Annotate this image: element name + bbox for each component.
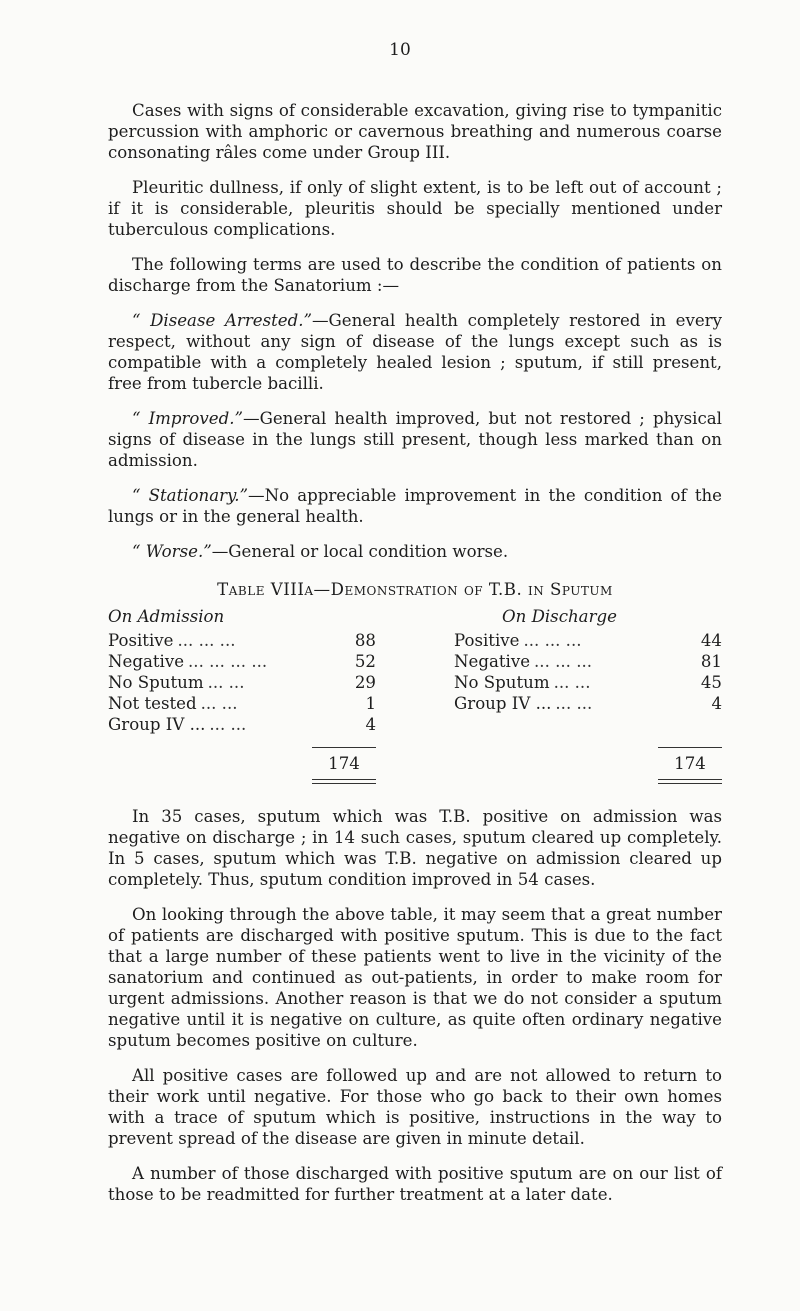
leader-dots: ... ... [553,673,591,692]
total-rule [312,747,376,748]
document-body [108,100,722,1219]
discharge-total [454,754,722,773]
definition-term: “ Improved.” [132,409,243,428]
definition-text: —No appreciable improvement in the condition of the lungs or in the general health. [108,486,723,526]
total-value: 174 [328,754,360,773]
paragraph: The following terms are used to describe the condition of patients on discharge from the Sanatorium :— [108,255,722,295]
paragraph: Cases with signs of considerable excavation, giving rise to tympanitic percussion with amphoric or cavernous breathing and numerous coarse consonating râles come under Group III. [108,101,722,162]
leader-dots: ... ... [207,673,245,692]
table-row [108,693,376,714]
row-value: 52 [354,652,376,671]
leader-dots: ... ... [555,694,593,713]
row-label: Not tested [108,694,197,713]
admission-column [108,607,376,784]
row-value: 45 [700,673,722,692]
discharge-column [454,607,722,784]
paragraph: All positive cases are followed up and are not allowed to return to their work until negative. For those who go back to their own homes with a trace of sputum which is positive, instructions in the way to prevent spread of the disease are given in minute detail. [108,1066,722,1148]
row-value: 81 [700,652,722,671]
discharge-heading: On Discharge [502,607,617,626]
leader-dots: ... ... ... ... [188,652,268,671]
paragraph: Pleuritic dullness, if only of slight extent, is to be left out of account ; if it is considerable, pleuritis should be specially mentioned under tuberculous complications. [108,178,722,239]
leader-dots: ... ... [200,694,238,713]
table-row [108,672,376,693]
definition-term: “ Disease Arrested.” [132,311,312,330]
definition-improved [108,408,722,471]
row-label: Positive [454,631,520,650]
row-label: Group IV ... [108,715,206,734]
row-label: No Sputum [108,673,204,692]
admission-heading: On Admission [108,607,225,626]
row-label: No Sputum [454,673,550,692]
definition-term: “ Stationary.” [132,486,248,505]
double-rule [658,779,722,784]
paragraph: In 35 cases, sputum which was T.B. positive on admission was negative on discharge ; in 14 such cases, sputum cleared up completely. In 5 cases, sputum which was T.B. negative on admission cleared up completely. Thus, sputum condition improved in 54 cases. [108,807,722,889]
row-value: 1 [365,694,376,713]
definition-disease-arrested [108,310,722,394]
table-row [108,651,376,672]
definition-stationary [108,485,722,527]
row-label: Group IV ... [454,694,552,713]
row-label: Negative [108,652,185,671]
row-label: Negative [454,652,531,671]
total-rule [658,747,722,748]
definition-text: —General health completely restored in every respect, without any sign of disease of the lungs except such as is compatible with a completely healed lesion ; sputum, if still present, free from tubercle bacilli. [108,311,722,393]
leader-dots: ... ... ... [534,652,593,671]
leader-dots: ... ... ... [523,631,582,650]
row-value: 44 [700,631,722,650]
table-row [454,672,722,693]
table-row [454,630,722,651]
table-row [108,630,376,651]
page-number: 10 [389,40,411,60]
definition-term: “ Worse.” [132,542,212,561]
paragraph: A number of those discharged with positive sputum are on our list of those to be readmitted for further treatment at a later date. [108,1164,722,1204]
leader-dots: ... ... ... [177,631,236,650]
leader-dots: ... ... [209,715,247,734]
table-row [454,693,722,714]
admission-total [108,754,376,773]
table-title: Table VIIIa—Demonstration of T.B. in Sputum [217,580,613,599]
definition-text: —General health improved, but not restored ; physical signs of disease in the lungs still present, though less marked than on admission. [108,409,722,470]
row-value: 29 [354,673,376,692]
paragraph: On looking through the above table, it may seem that a great number of patients are discharged with positive sputum. This is due to the fact that a large number of these patients went to live in the vicinity of the sanatorium and continued as out-patients, in order to make room for urgent admissions. Another reason is that we do not consider a sputum negative until it is negative on culture, as quite often ordinary negative sputum becomes positive on culture. [108,905,722,1050]
definition-text: —General or local condition worse. [211,542,509,561]
row-label: Positive [108,631,174,650]
total-value: 174 [674,754,706,773]
double-rule [312,779,376,784]
sputum-table [108,607,722,784]
table-row [108,714,376,735]
row-value: 88 [354,631,376,650]
row-value: 4 [365,715,376,734]
definition-worse [108,541,722,562]
table-row [454,651,722,672]
row-value: 4 [711,694,722,713]
